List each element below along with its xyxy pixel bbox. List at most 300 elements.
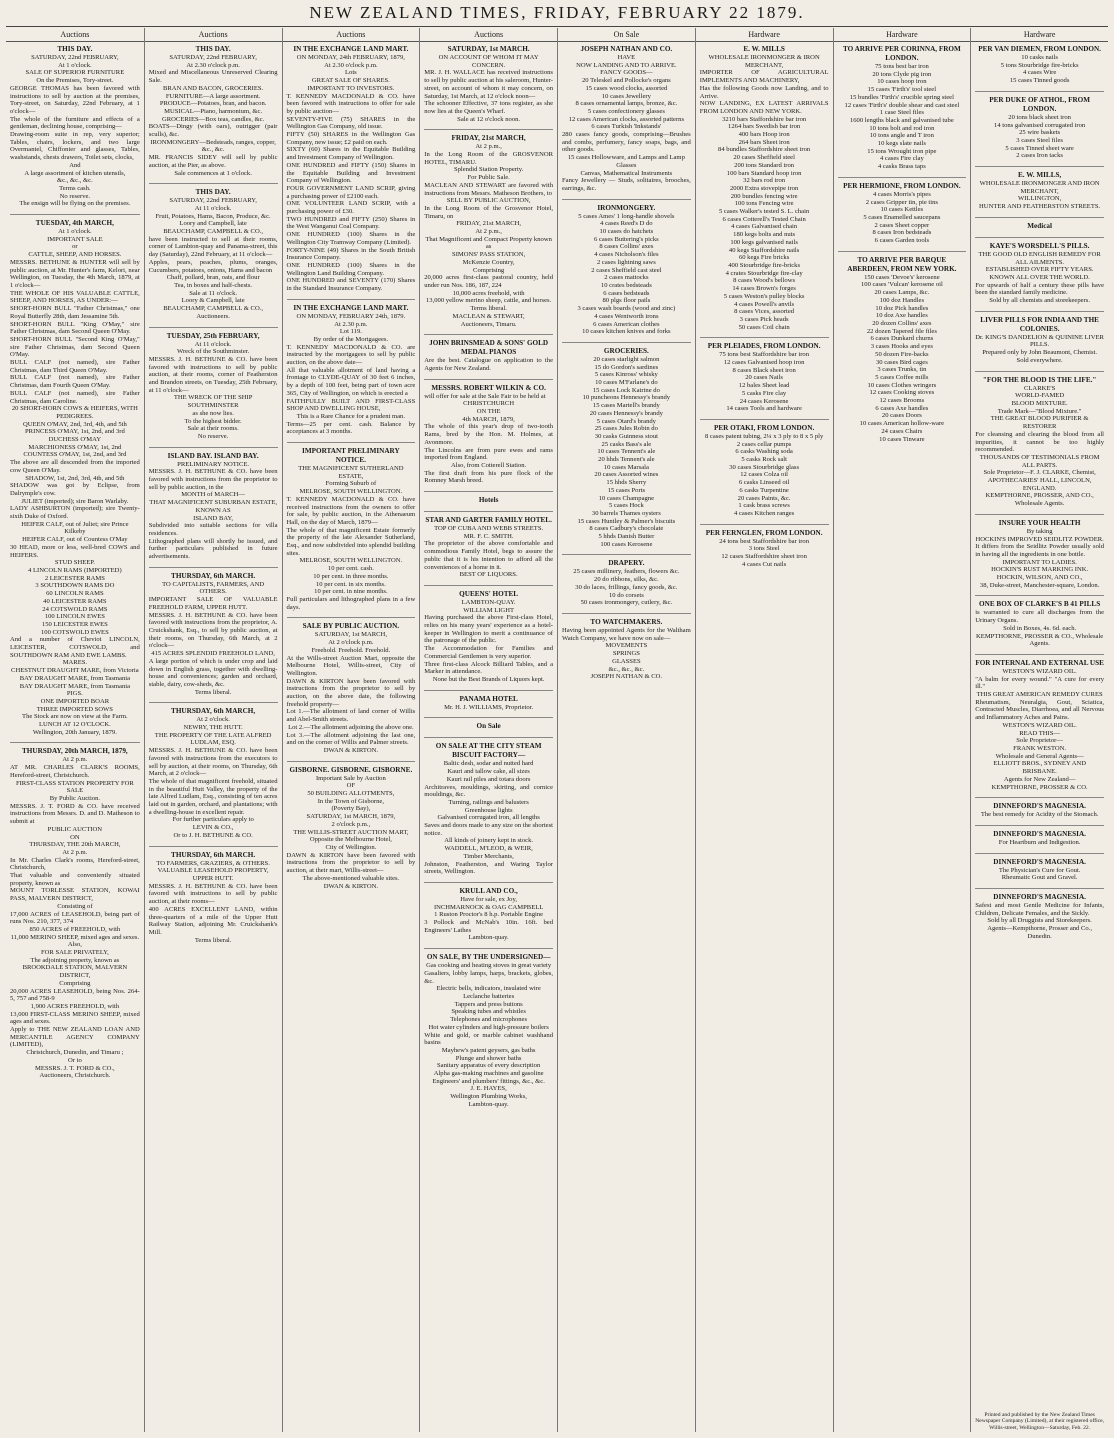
- ad-text-line: Comprising: [59, 979, 91, 987]
- ad-text-line: 30 do laces, frillings, fancy goods, &c.: [575, 583, 678, 591]
- ad-text-line: 10 doz Axe handles: [875, 312, 928, 320]
- advertisement: [424, 496, 553, 505]
- ad-divider: [700, 524, 829, 525]
- ad-text-line: Apply to THE NEW ZEALAND LOAN AND MERCANTILE AGENCY COMPANY (LIMITED),: [10, 1026, 140, 1049]
- advertisement: [838, 45, 967, 171]
- ad-text-line: FIRST-CLASS STATION PROPERTY FOR SALE: [15, 779, 134, 795]
- ad-text-line: MESSRS. J. H. BETHUNE & CO. have been favored with instructions to sell by public auction, at their rooms, corner of Featherston and Brandon streets, on Tuesday, 25th February, at 11 o'clock—: [148, 355, 278, 394]
- ad-text-line: 8 cases Iron bedsteads: [872, 229, 932, 237]
- ad-text-line: 4 cases Powell's anvils: [734, 300, 795, 308]
- ad-text-line: 10,000 acres freehold, with: [452, 289, 525, 297]
- ad-text-line: 12 cases Staffordshire sheet iron: [721, 553, 807, 561]
- ad-heading: THIS DAY.: [195, 45, 231, 53]
- ad-text-line: IMPORTANT TO LADIES.: [1002, 558, 1077, 566]
- ad-text-line: 180 kegs bolts and nuts: [733, 231, 796, 239]
- ad-text-line: Architraves, mouldings, skirting, and cornice mouldings, &c.: [424, 783, 553, 799]
- ad-text-line: Kauri and tallow cake, all sizes: [447, 768, 530, 776]
- ad-text-line: 15 tons Wrought iron pipe: [867, 147, 937, 155]
- ad-text-line: At 11 o'clock.: [194, 204, 232, 212]
- advertisement: [838, 182, 967, 245]
- ad-text-line: FOR SALE PRIVATELY,: [40, 949, 109, 957]
- ad-text-line: Lots: [345, 69, 357, 77]
- ad-divider: [975, 237, 1104, 238]
- ad-heading: E. W. MILLS: [743, 45, 785, 53]
- ad-text-line: No reserve.: [59, 192, 91, 200]
- ad-text-line: WHOLESALE IRONMONGER & IRON MERCHANT,: [708, 54, 820, 69]
- ad-heading: IRONMONGERY.: [597, 203, 656, 212]
- advertisement: [975, 96, 1104, 160]
- ad-text-line: At 2 o'clock p.m.: [328, 639, 374, 647]
- ad-text-line: Leclanche batteries: [463, 992, 515, 1000]
- ad-text-line: Sold by all Druggists and Storekeepers.: [987, 917, 1092, 925]
- ad-text-line: Loory & Campbell, late: [181, 297, 245, 305]
- ad-text-line: 4 cases Wire: [1022, 69, 1057, 77]
- advertisement: [424, 384, 553, 485]
- ad-text-line: SHORT-HORN BULL "King O'May," sire Father Christmas, dam Second Queen O'May.: [10, 320, 140, 336]
- ad-text-line: 4 cases Reed's D do: [600, 220, 653, 228]
- ad-text-line: Terms—25 per cent. cash. Balance by acceptances at 3 months.: [286, 420, 416, 436]
- ad-text-line: SHADOW, 1st, 2nd, 3rd, 4th, and 5th: [25, 474, 125, 482]
- ad-heading: TO WATCHMAKERS.: [590, 618, 663, 626]
- ad-text-line: WHOLESALE IRONMONGER AND IRON MERCHANT,: [979, 180, 1100, 195]
- ad-text-line: TO CAPITALISTS, FARMERS, AND OTHERS.: [162, 580, 265, 596]
- ad-text-line: 5 cases Coffee mills: [875, 373, 929, 381]
- ad-text-line: 6 cases Turkish 'Inkstands': [591, 123, 662, 131]
- ad-divider: [700, 337, 829, 338]
- ad-heading: GISBORNE. GISBORNE. GISBORNE.: [289, 765, 413, 774]
- ad-text-line: THE WHOLE OF HIS VALUABLE CATTLE, SHEEP, AND HORSES, AS UNDER:—: [10, 289, 140, 305]
- ad-text-line: 10 cases hoop iron: [877, 78, 927, 86]
- ad-text-line: 4 cases Cut nails: [742, 560, 787, 568]
- advertisement: [975, 316, 1104, 365]
- ad-text-line: DAWN & KIRTON have been favored with instructions from the proprietor to sell by auction, on the above date, the following freehold property—: [286, 677, 416, 708]
- advertisement: [10, 219, 140, 736]
- advertisement: [975, 858, 1104, 882]
- ad-text-line: Wellington Plumbing Works,: [450, 1093, 527, 1101]
- ad-divider: [149, 846, 278, 847]
- ad-text-line: 10 cases M'Farlane's do: [595, 379, 658, 387]
- advertisement: [700, 529, 829, 569]
- ad-text-line: 1264 bars Swedish bar iron: [728, 123, 801, 131]
- ad-heading: INSURE YOUR HEALTH: [998, 518, 1081, 527]
- ad-text-line: 4 cases Kitchen ranges: [734, 509, 795, 517]
- ad-text-line: GLASSES: [612, 657, 641, 665]
- printer-imprint: Printed and published by the New Zealand Times Newspaper Company (Limited), at their registered office, Willis-street, Wellington—Saturday, Feb. 22.: [975, 1411, 1105, 1432]
- ad-text-line: 2 cases mattocks: [604, 274, 649, 282]
- ad-text-line: The adjoining property, known as: [30, 956, 120, 964]
- ad-heading: "FOR THE BLOOD IS THE LIFE.": [982, 375, 1097, 384]
- ad-text-line: BULL CALF (not named), sire Father Christmas, dam Fourth Queen O'May.: [10, 374, 140, 390]
- ad-text-line: LADY ASHBURTON (imported); sire Twenty-sixth Duke of Oxford.: [10, 505, 140, 521]
- ad-text-line: This is a Rare Chance for a prudent man.: [296, 412, 405, 420]
- ad-text-line: STUD SHEEP.: [54, 559, 95, 567]
- ad-text-line: 3 cases Pick heads: [739, 315, 789, 323]
- ad-text-line: 14 cases Tools and hardware: [726, 405, 802, 413]
- ad-text-line: 5 cases Otard's brandy: [596, 417, 656, 425]
- ad-text-line: THE WRECK OF THE SHIP SOUTHMINSTER: [173, 394, 253, 410]
- advertisement: [10, 45, 140, 208]
- ad-divider: [424, 737, 553, 738]
- column-5: [557, 28, 695, 1432]
- ad-text-line: MACLEAN AND STEWART are favored with instructions from Messrs. Matheson Brothers, to: [424, 181, 553, 197]
- ad-text-line: 5 cases Walker's tested S. L. chain: [718, 208, 810, 216]
- ad-text-line: Baltic desh, sodar and nutted hard: [443, 760, 534, 768]
- ad-text-line: MR. F. C. SMITH.: [463, 532, 514, 540]
- ad-text-line: KEMPTHORNE, PROSSER & CO., Wholesale Agents.: [976, 632, 1104, 648]
- ad-text-line: Galvanised corrugated iron, all lengths: [437, 814, 540, 822]
- ad-heading: KAYE'S WORSDELL'S PILLS.: [989, 241, 1090, 250]
- ad-text-line: Engineers' and plumbers' fittings, &c., &c.: [432, 1077, 545, 1085]
- column-7: [833, 28, 971, 1432]
- ad-text-line: 280 cases fancy goods, comprising—Brushes and combs, perfumery, fancy soaps, bags, and other goods.: [562, 131, 691, 154]
- ad-text-line: 400 Stourbridge fire-bricks: [728, 261, 801, 269]
- advertisement: [149, 707, 278, 839]
- ad-heading: PER HERMIONE, FROM LONDON.: [843, 181, 961, 190]
- ad-text-line: Lot 1.—The allotment of land corner of Willis and Abel-Smith streets.: [286, 708, 416, 724]
- ad-divider: [975, 166, 1104, 167]
- ad-text-line: City of Wellington.: [325, 843, 377, 851]
- ad-text-line: 14 cases Brown's forges: [732, 285, 796, 293]
- ad-text-line: Agents for New Zealand—: [1003, 775, 1076, 783]
- ad-text-line: WESTON'S WIZARD OIL.: [1002, 721, 1077, 729]
- column-header: Hardware: [696, 30, 833, 42]
- ad-text-line: Plunge and shower baths: [455, 1054, 522, 1062]
- ad-text-line: 100 cases Kerosene: [600, 540, 653, 548]
- ad-text-line: 10 cases Tennent's ale: [597, 448, 656, 456]
- ad-text-line: MESSRS. J. T. FORD & CO.,: [35, 1064, 115, 1072]
- ad-text-line: 10 cases do hatchets: [599, 228, 654, 236]
- ad-text-line: 100 LINCOLN EWES: [44, 613, 105, 621]
- ad-text-line: 415 ACRES SPLENDID FREEHOLD LAND,: [151, 650, 275, 658]
- ad-text-line: Sale commences at 1 o'clock.: [174, 169, 252, 177]
- ad-text-line: 20 cases Nails: [745, 374, 783, 382]
- ad-divider: [975, 825, 1104, 826]
- ad-text-line: 5 cases Hock: [608, 502, 644, 510]
- ad-text-line: LUNCH AT 12 O'CLOCK.: [38, 721, 111, 729]
- ad-divider: [149, 327, 278, 328]
- advertisement: [975, 659, 1104, 791]
- ad-heading: JOHN BRINSMEAD & SONS' GOLD MEDAL PIANOS: [429, 339, 549, 357]
- ad-text-line: FRANK WESTON.: [1013, 745, 1067, 752]
- ad-text-line: 12 cases Brooms: [879, 397, 925, 405]
- ad-divider: [10, 214, 140, 215]
- ad-text-line: 6 cases Axe handles: [875, 404, 929, 412]
- ad-text-line: FOUR GOVERNMENT LAND SCRIP, giving a purchasing power of £2100 each.: [286, 184, 416, 200]
- advertisement: [975, 45, 1104, 85]
- ad-text-line: 4 LINCOLN RAMS (IMPORTED): [28, 567, 122, 574]
- ad-text-line: A large portion of which is under crop and laid down in English grass, together with dwelling-house and conveniences; garden and orchard, stable, dairy, cow-sheds, &c.: [148, 657, 278, 688]
- ad-text-line: ON MONDAY, 24th FEBRUARY, 1879,: [296, 54, 405, 61]
- ad-text-line: Greenhouse lights: [464, 806, 513, 814]
- ad-text-line: MOUNT TORLESSE STATION, KOWAI PASS, MALVERN DISTRICT,: [10, 887, 140, 903]
- ad-text-line: 10 per cent. in six months.: [315, 580, 386, 588]
- masthead-rule: [6, 26, 1108, 27]
- ad-divider: [700, 419, 829, 420]
- ad-text-line: 3 SOUTHDOWN RAMS DO: [35, 582, 115, 590]
- ad-text-line: 15 cases Hollowware, and Lamps and Lamp Glasses: [567, 154, 685, 169]
- ad-text-line: ONE HUNDRED and SEVENTY (170) Shares in the Standard Insurance Company.: [286, 277, 416, 293]
- advertisement: [975, 802, 1104, 819]
- ad-divider: [424, 491, 553, 492]
- ad-text-line: 4 cases Galvanised chain: [731, 223, 798, 231]
- ad-text-line: Loory and Campbell, late: [179, 220, 247, 228]
- ad-text-line: "A balm for every wound." "A cure for every ill.": [975, 675, 1104, 691]
- ad-heading: On Sale: [476, 722, 501, 731]
- ad-text-line: BULL CALF (not named), sire Father Christmas, dam Caroline.: [10, 389, 140, 405]
- ad-text-line: APOTHECARIES' HALL, LINCOLN, ENGLAND.: [987, 477, 1092, 492]
- ad-text-line: 10 tons angle and T iron: [869, 132, 934, 140]
- ad-text-line: Trade Mark—"Blood Mixture.": [997, 407, 1082, 415]
- ad-divider: [975, 853, 1104, 854]
- ad-text-line: READ THIS—: [1019, 729, 1060, 737]
- ad-text-line: 2 cases Gripper tin, pie tins: [865, 198, 938, 206]
- ad-text-line: A large assortment of kitchen utensils,: [24, 169, 126, 177]
- ad-heading: ISLAND BAY. ISLAND BAY.: [167, 451, 259, 460]
- ad-text-line: 6 cases Dunkard churns: [870, 335, 934, 343]
- ad-text-line: 8 cases Cadbury's chocolate: [589, 525, 664, 533]
- ad-text-line: 3 cases Trunks, tin: [877, 366, 927, 374]
- ad-heading: ONE BOX OF CLARKE'S B 41 PILLS: [979, 600, 1101, 609]
- ad-text-line: ONE HUNDRED (100) Shares in the Wellington Land Building Company.: [286, 261, 416, 277]
- ad-heading: PER VAN DIEMEN, FROM LONDON.: [978, 45, 1101, 53]
- ad-text-line: The Stock are now on view at the Farm.: [22, 713, 128, 721]
- ad-text-line: 20 cases Doors: [881, 412, 922, 420]
- ad-text-line: 10 doz Pick handles: [875, 304, 929, 312]
- ad-divider: [975, 91, 1104, 92]
- ad-text-line: Drawing-room suite in rep, very superior; Tables, chairs, lockers, and two large Overmantel, Chiffonier and glasses, Tables, washstands, chests drawers, Toilet sets, clocks,: [10, 131, 140, 162]
- ad-text-line: THAT MAGNIFICENT SUBURBAN ESTATE,: [149, 499, 278, 507]
- ad-text-line: For cleansing and clearing the blood from all impurities, it cannot be too highly recommended.: [975, 430, 1104, 454]
- ad-text-line: THURSDAY, THE 20th MARCH,: [29, 841, 121, 849]
- ad-text-line: 6 cases Buttering's picks: [594, 235, 659, 243]
- ad-text-line: 10 cases Tinware: [879, 435, 925, 443]
- ad-text-line: At 2 o'clock.: [196, 716, 230, 724]
- ad-heading: DRAPERY.: [608, 559, 645, 568]
- ad-text-line: 400 bars Hoop iron: [738, 131, 790, 139]
- ad-text-line: NOW LANDING AND TO ARRIVE.: [576, 61, 677, 69]
- ad-text-line: The best remedy for Acidity of the Stomach.: [980, 811, 1099, 819]
- ad-heading: THURSDAY, 6th MARCH.: [171, 571, 256, 580]
- ad-text-line: FURNITURE—A large assortment.: [165, 92, 261, 100]
- advertisement: [149, 572, 278, 697]
- ad-text-line: 12 bales Sheet lead: [738, 382, 790, 390]
- ad-text-line: 100 doz Handles: [879, 296, 925, 304]
- ad-text-line: ONE HUNDRED (100) Shares in the Wellington City Tramway Company (Limited).: [286, 231, 416, 246]
- ad-divider: [424, 511, 553, 512]
- ad-text-line: INCHMARNOCK & OAG CAMPBELL: [433, 903, 544, 911]
- advertisement: [700, 424, 829, 518]
- ad-text-line: 6 cases Garden tools: [874, 237, 930, 245]
- ad-text-line: QUEEN O'MAY, 2nd, 3rd, 4th, and 5th: [22, 420, 127, 428]
- ad-text-line: Sole Proprietor—F. J. CLARKE, Chemist,: [983, 469, 1096, 477]
- ad-text-line: WILLIAM LIGHT: [463, 606, 514, 614]
- ad-text-line: 100 cases 'Vulcan' kerosene oil: [860, 281, 943, 289]
- ad-text-line: Tea, in boxes and half-chests.: [174, 281, 253, 289]
- ad-text-line: BEAUCHAMP, CAMPBELL & CO.,: [163, 305, 264, 313]
- ad-text-line: 12 cases Cooking stoves: [869, 389, 935, 397]
- ad-text-line: 3 cases Steel files: [1016, 136, 1063, 144]
- ad-text-line: For Heartburn and Indigestion.: [998, 838, 1081, 846]
- ad-heading: SATURDAY, 1st MARCH.: [447, 45, 530, 53]
- ad-text-line: Prepared only by John Beaumont, Chemist.: [982, 349, 1098, 357]
- ad-divider: [10, 742, 140, 743]
- ad-text-line: 6 cases bedsteads: [603, 289, 650, 297]
- ad-text-line: 20 cases starlight salmon: [593, 355, 660, 363]
- ad-text-line: At 2.30 o'clock p.m.: [324, 61, 378, 69]
- ad-text-line: 5 cases Kinross' whisky: [594, 371, 658, 379]
- ad-divider: [975, 654, 1104, 655]
- ad-text-line: ON ACCOUNT OF WHOM IT MAY CONCERN.: [438, 54, 539, 69]
- ad-text-line: Consisting of: [57, 902, 93, 910]
- ad-text-line: 14 tons galvanised corrugated iron: [994, 121, 1086, 129]
- ad-text-line: 100 tons Fencing wire: [734, 200, 794, 208]
- ad-text-line: 24 COTSWOLD RAMS: [42, 605, 108, 613]
- ad-text-line: is warranted to cure all discharges from the Urinary Organs.: [975, 609, 1104, 625]
- ad-heading: LIVER PILLS FOR INDIA AND THE COLONIES.: [980, 315, 1099, 333]
- ad-text-line: 20,000 acres first-class pastoral country, held under run Nos. 186, 187, 224: [424, 274, 553, 289]
- ad-text-line: GREAT SALE OF SHARES.: [311, 77, 390, 85]
- ad-text-line: 5 cases Tinned sheet ware: [1005, 144, 1074, 152]
- ad-text-line: KEMPTHORNE, PROSSER & CO.: [991, 783, 1088, 791]
- ad-text-line: In Mr. Charles Clark's rooms, Hereford-street, Christchurch,: [10, 856, 140, 872]
- advertisement: [149, 452, 278, 561]
- ad-text-line: At 11 o'clock.: [194, 340, 232, 348]
- advertisement: [975, 519, 1104, 590]
- ad-text-line: HOCKIN'S RUST MARKING INK.: [991, 566, 1089, 574]
- ad-text-line: 4 cases Nicholson's files: [594, 251, 659, 259]
- ad-text-line: Three first-class Alcock Billiard Tables, and a Marker in attendance.: [424, 660, 553, 676]
- advertisement: [562, 45, 691, 193]
- column-6: [695, 28, 833, 1432]
- ad-text-line: MELROSE, SOUTH WELLINGTON.: [299, 488, 403, 496]
- ad-text-line: 11,000 MERINO SHEEP, mixed ages and sexes.: [10, 933, 140, 941]
- ad-text-line: SATURDAY, 22nd FEBRUARY,: [169, 197, 257, 205]
- ad-text-line: 5 cases Enamelled saucepans: [863, 213, 941, 221]
- ad-text-line: TWO HUNDRED and FIFTY (250) Shares in the West Wanganui Coal Company.: [286, 215, 416, 231]
- ad-text-line: 2 cases Sheet copper: [874, 221, 930, 229]
- ad-text-line: 6 cases Cotterell's Tested Chain: [722, 215, 806, 223]
- ad-heading: PER FERNGLEN, FROM LONDON.: [705, 528, 823, 537]
- ad-text-line: AT MR. CHARLES CLARK'S ROOMS, Hereford-street, Christchurch.: [10, 764, 140, 779]
- ad-text-line: At the Wills-street Auction Mart, opposite the Melbourne Hotel, Willis-street, City of Wellington.: [286, 654, 416, 677]
- ad-text-line: 264 bars Sheet iron: [738, 138, 790, 146]
- ad-text-line: BOATS—Dingy (with oars), outrigger (pair sculls), &c.: [148, 123, 278, 139]
- ad-divider: [562, 554, 691, 555]
- ad-text-line: 15 hhds Sherry: [606, 479, 647, 487]
- ad-text-line: And: [69, 161, 81, 169]
- ad-text-line: 50 BUILDING ALLOTMENTS,: [307, 790, 395, 798]
- ad-text-line: 15 cases Huntley & Palmer's biscuits: [577, 517, 676, 525]
- ad-heading: E. W. MILLS,: [1017, 171, 1062, 180]
- ad-text-line: Wholesale Agents.: [1014, 500, 1065, 508]
- advertisement: [975, 893, 1104, 941]
- ad-text-line: At 2.30 p.m.: [334, 320, 368, 328]
- ad-text-line: Johnston, Featherston, and Waring Taylor streets, Wellington.: [424, 860, 553, 876]
- ad-divider: [562, 613, 691, 614]
- ad-text-line: Alpha gas-making machines and gasoline: [433, 1070, 544, 1078]
- ad-text-line: Chaff, pollard, bran, oats, and flour: [166, 274, 260, 282]
- ad-text-line: &c., &c., &c.: [608, 665, 645, 673]
- ad-text-line: WILLINGTON,: [1017, 195, 1062, 203]
- ad-text-line: KNOWN ALL OVER THE WORLD.: [989, 273, 1090, 281]
- ad-text-line: 8 cases Wood's bellows: [733, 277, 796, 285]
- ad-heading: ON SALE AT THE CITY STEAM BISCUIT FACTORY—: [435, 742, 542, 760]
- ad-heading: SALE BY PUBLIC AUCTION.: [302, 622, 400, 631]
- ad-text-line: Turning, railings and balusters: [448, 798, 529, 806]
- ad-text-line: 15 cases Tinned goods: [1009, 77, 1070, 85]
- ad-divider: [838, 177, 967, 178]
- ad-text-line: 10 cases Clothes wringers: [867, 381, 937, 389]
- ad-text-line: 1 cask brass screws: [738, 502, 790, 510]
- ad-text-line: 5 casks Fire clay: [742, 389, 787, 397]
- ad-text-line: 2 cases Iron tacks: [1016, 152, 1063, 160]
- ad-text-line: 30 cases Stourbridge glass: [729, 463, 800, 471]
- ad-text-line: In the Town of Gisborne,: [317, 797, 384, 805]
- ad-text-line: FORTY-NINE (49) Shares in the South British Insurance Company.: [286, 246, 416, 262]
- ad-text-line: Forming Suburb of: [325, 480, 377, 488]
- ad-heading: PER OTAKI, FROM LONDON.: [713, 423, 815, 432]
- ad-text-line: 15 cases Lock Katrine do: [592, 386, 660, 394]
- advertisement: [424, 722, 553, 731]
- ad-text-line: Terms cash.: [59, 184, 91, 192]
- ad-text-line: 15 cases Ports: [607, 486, 646, 494]
- ad-text-line: MESSRS. J. H. BETHUNE & CO. have been favored with instructions from the proprietor, A. Cruickshank, Esq., to sell by public auction, at their rooms, on Thursday, 6th March, at 2 o'clock—: [148, 611, 278, 650]
- ad-heading: TUESDAY, 4th MARCH,: [35, 219, 114, 228]
- ad-text-line: Sold everywhere.: [1016, 356, 1063, 364]
- ad-text-line: Agents—Kempthorne, Prosser and Co., Dunedin.: [987, 925, 1092, 940]
- ad-text-line: FAITHFULLY BUILT AND FIRST-CLASS SHOP AND DWELLING HOUSE,: [286, 397, 416, 413]
- ad-text-line: CLARKE'S: [1024, 384, 1056, 392]
- ad-text-line: 10 cases American hollow-ware: [859, 420, 945, 428]
- ad-text-line: 10 per cent. in nine months.: [314, 588, 388, 596]
- ad-text-line: HAVE: [617, 54, 636, 61]
- ad-text-line: 2 LEICESTER RAMS: [44, 574, 105, 582]
- advertisement: [424, 887, 553, 942]
- column-header: On Sale: [558, 30, 695, 42]
- ad-text-line: ONE VOLUNTEER LAND SCRIP, with a purchasing power of £30.: [286, 200, 416, 216]
- ad-text-line: 1,900 ACRES FREEHOLD, with: [30, 1002, 120, 1010]
- ad-text-line: ISLAND BAY,: [193, 514, 234, 522]
- ad-text-line: 20 cases Hennessy's brandy: [589, 409, 663, 417]
- ad-text-line: PUBLIC AUCTION: [47, 825, 103, 833]
- ad-text-line: BLOOD MIXTURE.: [1011, 399, 1068, 407]
- ad-text-line: 84 bundles Staffordshire sheet iron: [718, 146, 811, 154]
- ad-text-line: 75 tons best Staffordshire bar iron: [719, 351, 810, 359]
- ad-text-line: FRIDAY, 21st MARCH,: [456, 220, 522, 228]
- ad-text-line: Terms liberal.: [194, 936, 232, 944]
- ad-text-line: 24 cases Kerosene: [739, 397, 789, 405]
- ad-divider: [975, 217, 1104, 218]
- ad-text-line: CHRISTCHURCH: [463, 400, 515, 408]
- ad-text-line: THE MAGNIFICENT SUTHERLAND ESTATE,: [298, 465, 404, 480]
- column-8: [970, 28, 1108, 1432]
- ad-text-line: IRONMONGERY—Bedsteads, ranges, copper, &c., &c.: [150, 138, 276, 154]
- ad-text-line: T. KENNEDY MACDONALD & CO. have received instructions from the owners to offer for sale, by public auction, in the Athenaeum Hall, on the day of March, 1879—: [286, 495, 416, 526]
- ad-heading: IN THE EXCHANGE LAND MART.: [293, 303, 409, 312]
- ad-text-line: will offer for sale at the Sale Fair to be held at: [424, 392, 546, 400]
- advertisement: [562, 347, 691, 549]
- ad-text-line: SIXTY (60) Shares in the Equitable Building and Investment Company of Wellington.: [286, 146, 416, 162]
- ad-text-line: WORLD-FAMED: [1015, 392, 1065, 400]
- ad-text-line: 20 tons Clyde pig iron: [872, 70, 932, 78]
- ad-text-line: Auctioneers, Christchurch.: [39, 1072, 111, 1080]
- advertisement: [975, 242, 1104, 305]
- ad-text-line: BROOKDALE STATION, MALVERN DISTRICT,: [22, 964, 128, 980]
- ad-text-line: 10 cases kitchen knives and forks: [582, 328, 671, 336]
- ad-text-line: 100 kegs galvanised nails: [730, 238, 798, 246]
- ad-heading: Medical: [1027, 221, 1052, 230]
- ad-text-line: PRODUCE—Potatoes, bran, and bacon.: [159, 100, 267, 108]
